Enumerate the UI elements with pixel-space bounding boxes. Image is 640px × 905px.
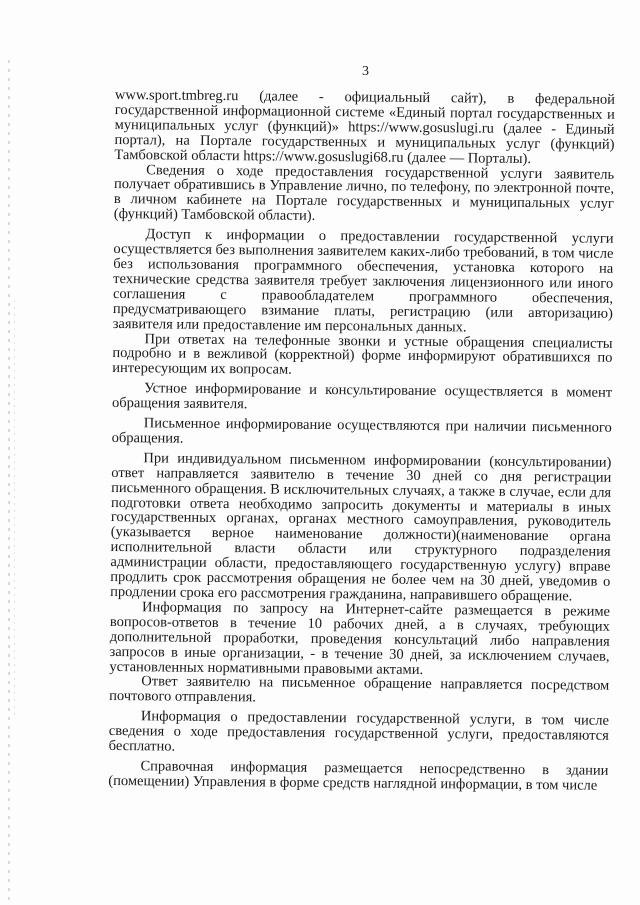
paragraph-written-info: Письменное информирование осуществляются при наличии письменного обращения. — [111, 415, 612, 447]
paragraph-status-info: Сведения о ходе предоставления государственной услуги заявитель получает обратившись в Управление лично, по телефону, по электронной почте, в личном кабинете на Портале государственных и муниципальных услуг (функций) Тамбовской области). — [113, 161, 615, 225]
paragraph-phone-answers: При ответах на телефонные звонки и устные обращения специалисты подробно и в вежливой (корректной) форме информируют обратившихся по интересующим их вопросам. — [112, 330, 613, 379]
paragraph-individual-written: При индивидуальном письменном информировании (консультировании) ответ направляется заявителю в течение 30 дней со дня регистрации письменного обращения. В исключительных случаях, а также в случае, если для подготовки ответа необходимо запросить документы и материалы в иных государственных органах, органах местного самоуправления, руководитель (указывается верное наименование должности)(наименование органа исполнительной власти области или структурного подразделения администрации области, предоставляющего государственную услугу) вправе продлить срок рассмотрения обращения не более чем на 30 дней, уведомив о продлении срока его рассмотрения гражданина, направившего обращение. — [110, 450, 612, 605]
page-number: 3 — [362, 64, 369, 79]
binding-edge-marks — [8, 60, 10, 900]
paragraph-access: Доступ к информации о предоставлении государственной услуги осуществляется без выполнения заявителем каких-либо требований, в том числе без использования программного обеспечения, установка которого на технические средства заявителя требует заключения лицензионного или иного соглашения с правообладателем программного обеспечения, предусматривающего взимание платы, регистрацию (или авторизацию) заявителя или предоставление им персональных данных. — [112, 226, 614, 335]
paragraph-internet-requests: Информация по запросу на Интернет-сайте размещается в режиме вопросов-ответов в течение 10 рабочих дней, а в случаях, требующих дополнительной проработки, проведения консультаций либо направления запросов в иные организации, - в течение 30 дней, за исключением случаев, установленных нормативными правовыми актами. — [109, 599, 611, 678]
body-text — [108, 88, 615, 794]
paragraph-reference-info: Справочная информация размещается непосредственно в здании (помещении) Управления в форме средств наглядной информации, в том числе — [108, 758, 609, 794]
binding-edge-marks-secondary — [14, 300, 15, 720]
paragraph-portals: www.sport.tmbreg.ru (далее - официальный сайт), в федеральной государственной информационной системе «Единый портал государственных и муниципальных услуг (функций)» https://www.gosuslugi.ru (далее - Единый портал), на Портале государственных и муниципальных услуг (функций) Тамбовской области https://www.gosuslugi68.ru (далее — Порталы). — [114, 87, 615, 167]
paragraph-postal-reply: Ответ заявителю на письменное обращение направляется посредством почтового отправления. — [109, 673, 610, 706]
paragraph-oral-info: Устное информирование и консультирование осуществляется в момент обращения заявителя. — [111, 380, 613, 413]
paragraph-free-of-charge: Информация о предоставлении государственной услуги, в том числе сведения о ходе предоставления государственной услуги, предоставляются бесплатно. — [108, 708, 610, 755]
